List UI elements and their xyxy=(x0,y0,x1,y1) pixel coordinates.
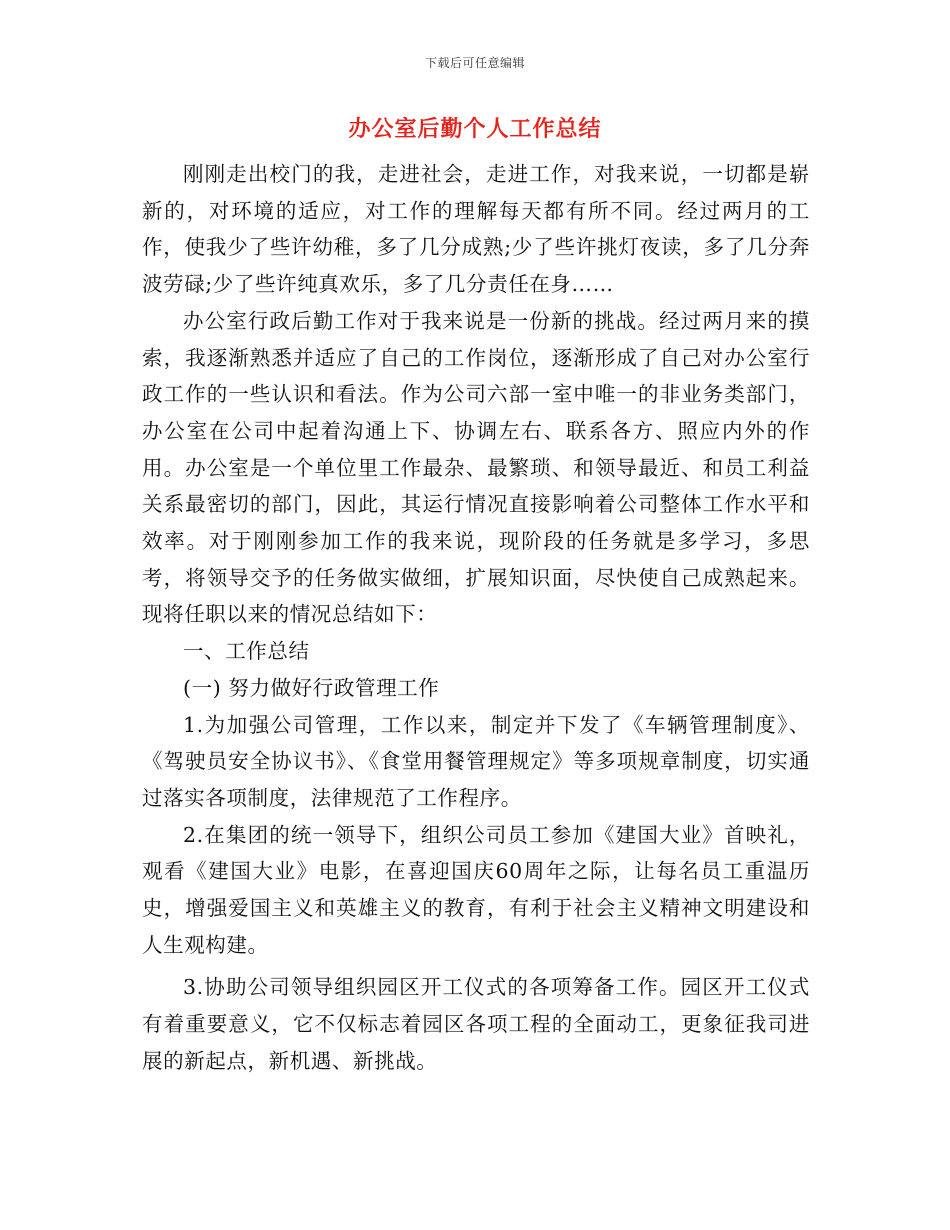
section-heading: 一、工作总结 xyxy=(183,639,310,664)
document-title: 办公室后勤个人工作总结 xyxy=(348,116,602,142)
list-item-1: 1.为加强公司管理，工作以来，制定并下发了《车辆管理制度》、《驾驶员安全协议书》、《食堂用餐管理规定》等多项规章制度，切实通过落实各项制度，法律规范了工作程序。 xyxy=(142,712,810,810)
subsection-heading: (一) 努力做好行政管理工作 xyxy=(183,675,440,700)
header-note: 下载后可任意编辑 xyxy=(424,56,525,70)
document-body xyxy=(142,156,810,1080)
list-item-2: 2.在集团的统一领导下，组织公司员工参加《建国大业》首映礼，观看《建国大业》电影，在喜迎国庆60周年之际，让每名员工重温历史，增强爱国主义和英雄主义的教育，有利于社会主义精神文明建设和人生观构建。 xyxy=(142,822,810,957)
paragraph-intro: 刚刚走出校门的我，走进社会，走进工作，对我来说，一切都是崭新的，对环境的适应，对工作的理解每天都有所不同。经过两月的工作，使我少了些许幼稚，多了几分成熟;少了些许挑灯夜读，多了几分奔波劳碌;少了些许纯真欢乐，多了几分责任在身…… xyxy=(142,162,810,297)
list-item-3: 3.协助公司领导组织园区开工仪式的各项筹备工作。园区开工仪式有着重要意义，它不仅标志着园区各项工程的全面动工，更象征我司进展的新起点，新机遇、新挑战。 xyxy=(142,975,810,1073)
paragraph-overview: 办公室行政后勤工作对于我来说是一份新的挑战。经过两月来的摸索，我逐渐熟悉并适应了自己的工作岗位，逐渐形成了自己对办公室行政工作的一些认识和看法。作为公司六部一室中唯一的非业务类部门，办公室在公司中起着沟通上下、协调左右、联系各方、照应内外的作用。办公室是一个单位里工作最杂、最繁琐、和领导最近、和员工利益关系最密切的部门，因此，其运行情况直接影响着公司整体工作水平和效率。对于刚刚参加工作的我来说，现阶段的任务就是多学习，多思考，将领导交予的任务做实做细，扩展知识面，尽快使自己成熟起来。现将任职以来的情况总结如下： xyxy=(142,308,810,627)
